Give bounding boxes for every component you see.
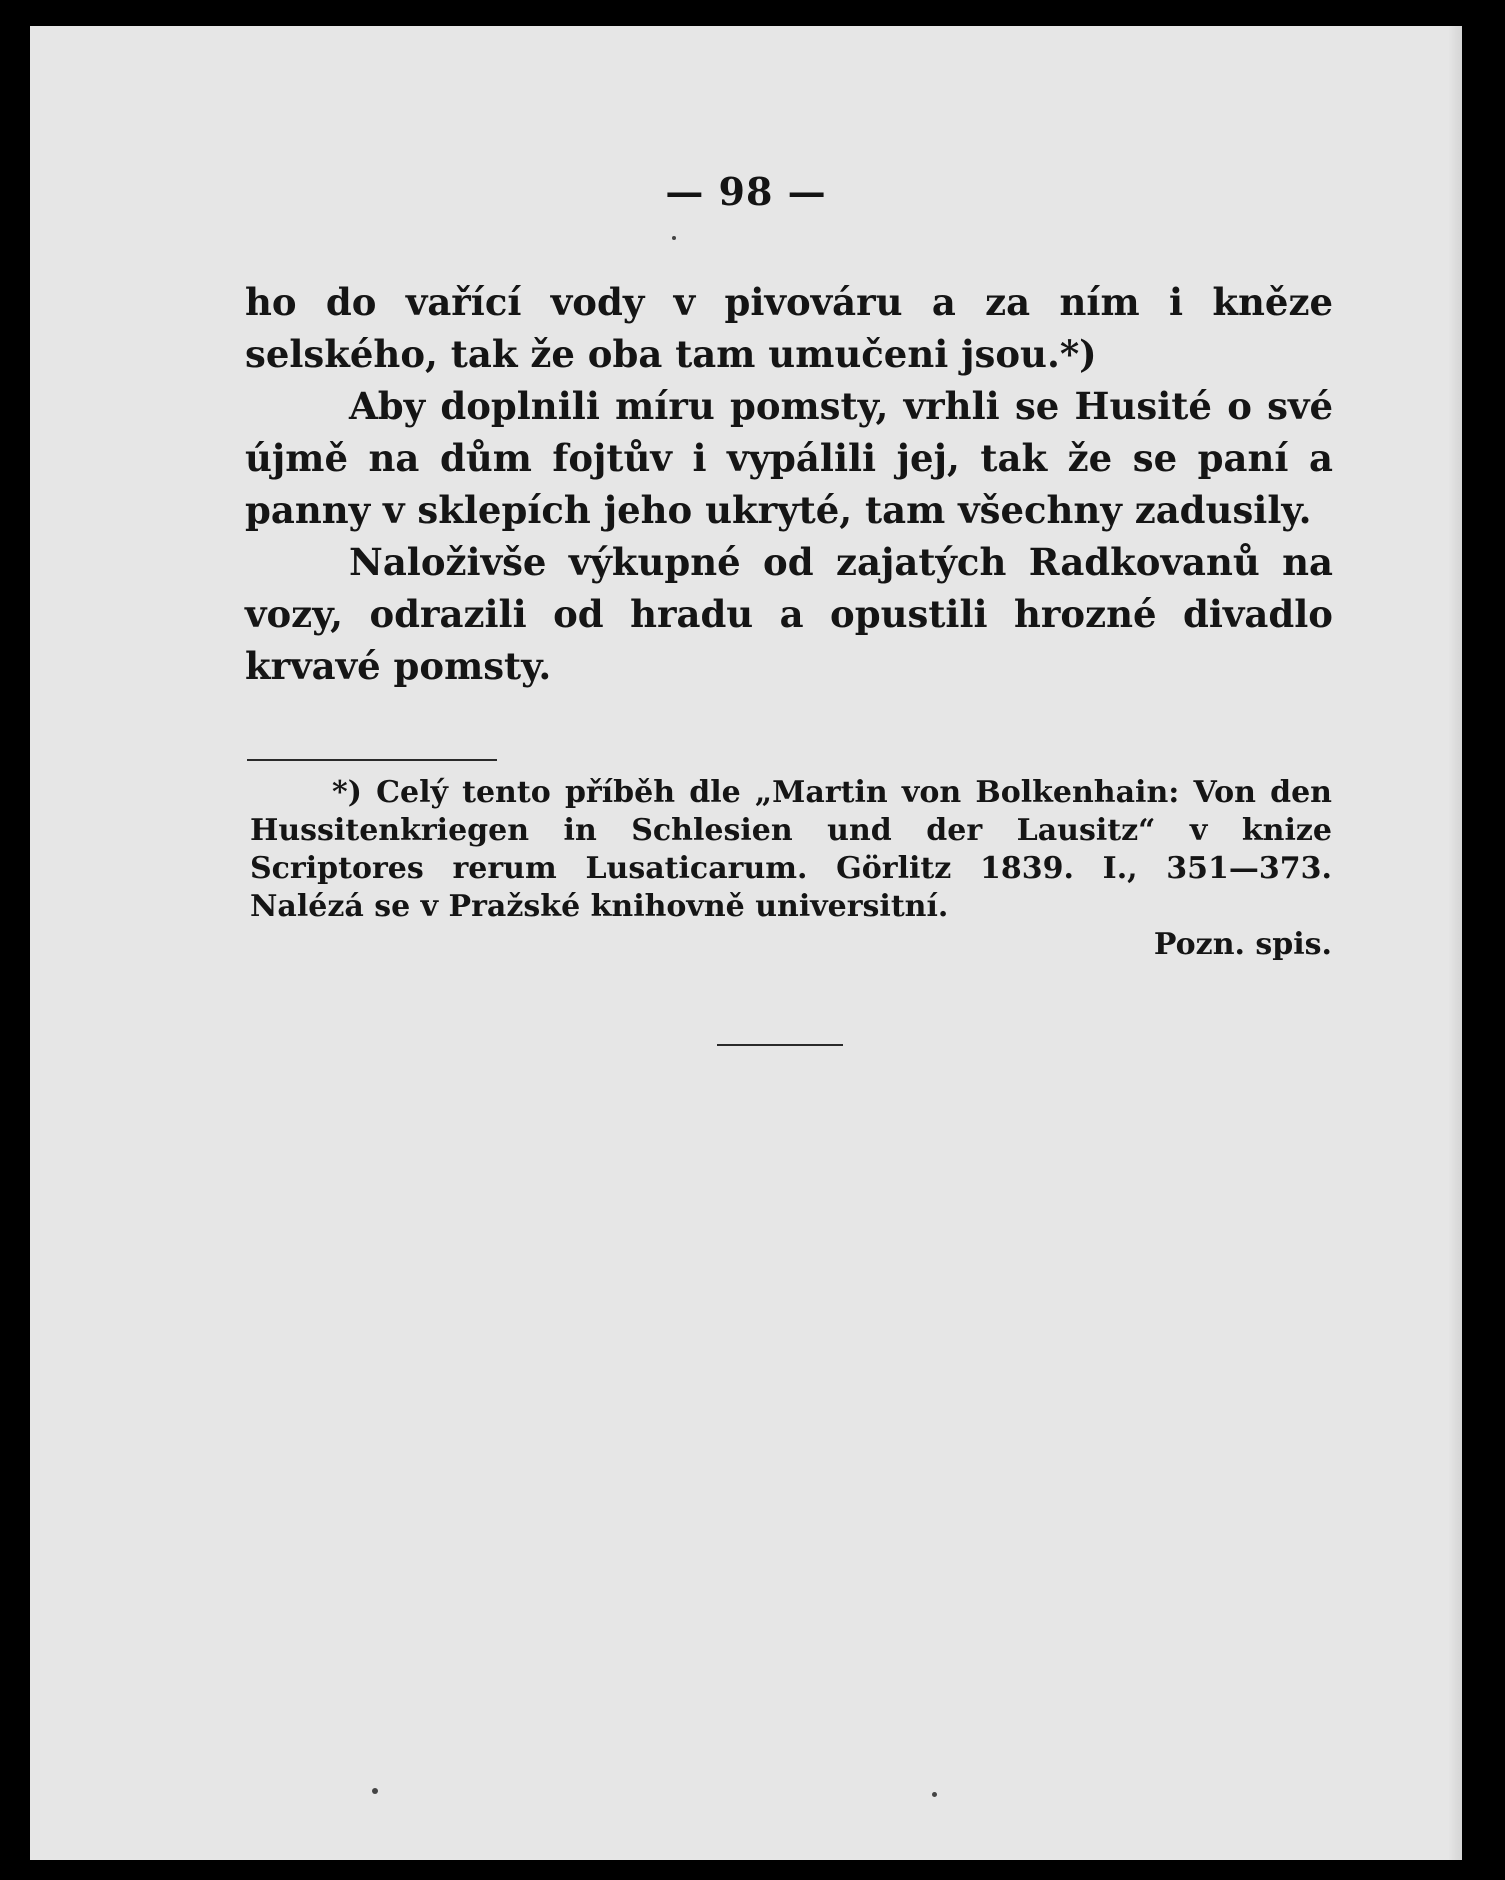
page-edge-shadow — [1448, 26, 1462, 1860]
footnote-separator — [247, 759, 497, 761]
end-rule — [717, 1044, 843, 1046]
body-text — [245, 276, 1333, 692]
page-number: — 98 — — [665, 169, 827, 214]
footnote — [250, 774, 1332, 964]
footnote-text: *) Celý tento příběh dle „Martin von Bolkenhain: Von den Hussitenkriegen in Schlesien und der Lausitz“ v knize Scriptores rerum Lusaticarum. Görlitz 1839. I., 351—373. Nalézá se v Pražské knihovně universitní. — [250, 775, 1332, 924]
paper-speck — [672, 236, 676, 240]
paragraph-ransom: Naloživše výkupné od zajatých Radkovanů na vozy, odrazili od hradu a opustili hrozné divadlo krvavé pomsty. — [245, 540, 1333, 688]
paper-speck — [372, 1788, 378, 1794]
footnote-signature: Pozn. spis. — [1153, 927, 1332, 962]
paper-speck — [932, 1792, 937, 1797]
paragraph-revenge: Aby doplnili míru pomsty, vrhli se Husité o své újmě na dům fojtův i vypálili jej, tak že se paní a panny v sklepích jeho ukryté, tam všechny zadusily. — [245, 384, 1333, 532]
book-page — [30, 26, 1462, 1860]
paragraph-continuation: ho do vařící vody v pivováru a za ním i kněze selského, tak že oba tam umučeni jsou.*) — [245, 280, 1333, 376]
